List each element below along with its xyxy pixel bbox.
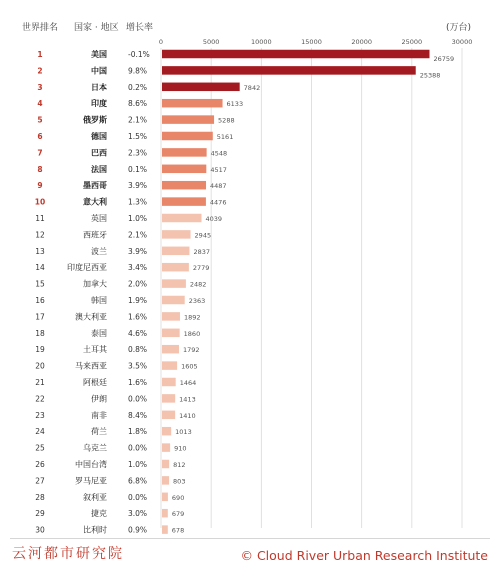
bar bbox=[162, 296, 185, 305]
growth-label: 0.0% bbox=[128, 394, 148, 404]
value-label: 7842 bbox=[243, 83, 261, 92]
value-label: 1892 bbox=[183, 313, 201, 322]
header-country: 国家 · 地区 bbox=[74, 23, 119, 33]
rank-label: 28 bbox=[35, 492, 45, 502]
growth-label: 3.4% bbox=[128, 263, 148, 273]
value-label: 4476 bbox=[209, 198, 227, 207]
bar bbox=[162, 476, 169, 485]
country-label: 中国 bbox=[91, 66, 107, 76]
country-label: 伊朗 bbox=[91, 394, 107, 404]
country-label: 俄罗斯 bbox=[83, 115, 107, 125]
value-label: 5288 bbox=[218, 116, 235, 125]
growth-label: 1.0% bbox=[128, 460, 148, 469]
bar bbox=[162, 165, 206, 174]
growth-label: 1.0% bbox=[128, 214, 148, 223]
bar bbox=[162, 509, 168, 518]
growth-label: 2.3% bbox=[128, 148, 148, 158]
value-label: 1410 bbox=[179, 411, 196, 420]
bar bbox=[162, 214, 202, 223]
rank-label: 19 bbox=[35, 345, 45, 355]
country-label: 墨西哥 bbox=[83, 181, 107, 191]
value-label: 2945 bbox=[194, 231, 212, 240]
rank-label: 29 bbox=[35, 509, 45, 519]
rank-label: 26 bbox=[35, 460, 45, 469]
bar bbox=[162, 66, 416, 75]
country-label: 罗马尼亚 bbox=[75, 476, 107, 486]
growth-label: 1.5% bbox=[128, 132, 148, 141]
value-label: 910 bbox=[174, 444, 187, 453]
bar bbox=[162, 378, 176, 387]
value-label: 2837 bbox=[193, 247, 211, 256]
rank-label: 23 bbox=[35, 410, 45, 420]
country-label: 马来西亚 bbox=[75, 361, 107, 371]
bar bbox=[162, 230, 191, 239]
rank-label: 4 bbox=[37, 99, 43, 109]
bar bbox=[162, 181, 206, 190]
x-tick-label: 30000 bbox=[451, 38, 473, 46]
x-tick-label: 15000 bbox=[301, 38, 322, 46]
growth-label: 1.9% bbox=[128, 296, 148, 305]
value-label: 4487 bbox=[210, 182, 227, 191]
rank-label: 13 bbox=[35, 246, 45, 256]
country-label: 西班牙 bbox=[83, 230, 107, 240]
bar bbox=[162, 132, 213, 141]
growth-label: 3.0% bbox=[128, 509, 148, 519]
bar bbox=[162, 361, 177, 370]
growth-label: 1.3% bbox=[128, 197, 148, 207]
value-label: 1792 bbox=[182, 346, 200, 355]
country-label: 捷克 bbox=[91, 509, 107, 519]
value-label: 1860 bbox=[183, 329, 201, 338]
country-label: 德国 bbox=[91, 132, 107, 141]
bar bbox=[162, 83, 240, 92]
country-label: 泰国 bbox=[91, 328, 107, 338]
value-label: 679 bbox=[171, 510, 185, 519]
rank-label: 12 bbox=[35, 230, 45, 240]
value-label: 1013 bbox=[175, 428, 192, 437]
growth-label: 2.0% bbox=[128, 279, 148, 289]
growth-label: 3.9% bbox=[128, 246, 148, 256]
growth-label: 0.0% bbox=[128, 492, 148, 502]
growth-label: 1.8% bbox=[128, 427, 148, 437]
header-unit: (万台) bbox=[446, 23, 472, 33]
growth-label: 2.1% bbox=[128, 115, 148, 125]
country-label: 叙利亚 bbox=[83, 492, 107, 502]
rank-label: 22 bbox=[35, 394, 45, 404]
rank-label: 27 bbox=[35, 476, 45, 486]
rank-label: 21 bbox=[35, 378, 45, 387]
country-label: 阿根廷 bbox=[83, 378, 107, 387]
rank-label: 24 bbox=[35, 427, 45, 437]
country-label: 法国 bbox=[91, 164, 107, 174]
rank-label: 6 bbox=[37, 132, 43, 141]
rank-label: 3 bbox=[37, 82, 43, 92]
growth-label: 0.0% bbox=[128, 443, 148, 453]
country-label: 韩国 bbox=[91, 296, 107, 305]
growth-label: 3.5% bbox=[128, 361, 148, 371]
rank-label: 8 bbox=[37, 164, 43, 174]
rank-label: 11 bbox=[35, 214, 45, 223]
growth-label: 0.8% bbox=[128, 345, 148, 355]
bar bbox=[162, 115, 214, 124]
value-label: 2482 bbox=[189, 280, 207, 289]
value-label: 812 bbox=[173, 461, 186, 469]
bar bbox=[162, 312, 180, 321]
value-label: 4039 bbox=[205, 215, 223, 223]
rank-label: 9 bbox=[37, 181, 43, 191]
value-label: 803 bbox=[173, 477, 186, 486]
growth-label: 8.6% bbox=[128, 99, 148, 109]
bar bbox=[162, 525, 168, 534]
country-label: 英国 bbox=[91, 214, 107, 223]
x-tick-label: 25000 bbox=[401, 38, 423, 46]
bar bbox=[162, 443, 170, 452]
value-label: 26759 bbox=[433, 55, 455, 63]
bar bbox=[162, 411, 175, 420]
footer-institute-name: 云河都市研究院 bbox=[12, 546, 124, 562]
rank-label: 10 bbox=[34, 197, 46, 207]
x-tick-label: 0 bbox=[158, 38, 164, 46]
bar bbox=[162, 148, 207, 157]
growth-label: 9.8% bbox=[128, 66, 148, 76]
growth-label: 6.8% bbox=[128, 476, 148, 486]
growth-label: 8.4% bbox=[128, 410, 148, 420]
country-label: 印度尼西亚 bbox=[67, 263, 107, 273]
value-label: 25388 bbox=[419, 71, 441, 80]
country-label: 中国台湾 bbox=[75, 460, 107, 469]
growth-label: 0.9% bbox=[128, 525, 148, 535]
rank-label: 7 bbox=[37, 148, 43, 158]
value-label: 1464 bbox=[179, 379, 197, 387]
value-label: 2363 bbox=[188, 297, 206, 305]
bar bbox=[162, 493, 168, 502]
bar bbox=[162, 99, 223, 108]
x-tick-label: 5000 bbox=[202, 38, 220, 46]
country-label: 意大利 bbox=[83, 197, 107, 207]
rank-label: 15 bbox=[35, 279, 45, 289]
value-label: 2779 bbox=[192, 264, 210, 273]
value-label: 690 bbox=[171, 493, 185, 502]
footer-divider bbox=[10, 538, 490, 539]
growth-label: 1.6% bbox=[128, 312, 148, 322]
header-rank: 世界排名 bbox=[22, 23, 59, 33]
rank-label: 2 bbox=[37, 66, 43, 76]
footer-copyright: © Cloud River Urban Research Institute bbox=[240, 548, 488, 563]
rank-label: 14 bbox=[35, 263, 45, 273]
country-label: 波兰 bbox=[91, 246, 107, 256]
rank-label: 1 bbox=[37, 50, 43, 59]
value-label: 4517 bbox=[210, 165, 227, 174]
growth-label: 2.1% bbox=[128, 230, 148, 240]
bar bbox=[162, 427, 171, 436]
bar bbox=[162, 394, 175, 403]
country-label: 印度 bbox=[91, 99, 107, 109]
bar bbox=[162, 279, 186, 288]
country-label: 土耳其 bbox=[83, 345, 107, 355]
rank-label: 25 bbox=[35, 443, 45, 453]
rank-label: 18 bbox=[35, 328, 45, 338]
country-label: 日本 bbox=[91, 82, 107, 92]
header-growth: 增长率 bbox=[126, 23, 154, 33]
growth-label: 0.2% bbox=[128, 82, 148, 92]
bar bbox=[162, 247, 189, 256]
x-tick-label: 20000 bbox=[351, 38, 373, 46]
value-label: 1605 bbox=[181, 362, 198, 371]
country-label: 荷兰 bbox=[91, 427, 107, 437]
country-label: 加拿大 bbox=[83, 279, 107, 289]
bar bbox=[162, 197, 206, 206]
country-label: 南非 bbox=[91, 410, 107, 420]
growth-label: 4.6% bbox=[128, 328, 148, 338]
country-label: 美国 bbox=[91, 50, 107, 59]
growth-label: 0.1% bbox=[128, 164, 148, 174]
country-label: 澳大利亚 bbox=[75, 312, 107, 322]
rank-label: 30 bbox=[35, 525, 45, 535]
value-label: 4548 bbox=[210, 149, 228, 158]
value-label: 6133 bbox=[226, 100, 244, 109]
bar bbox=[162, 460, 169, 469]
value-label: 678 bbox=[171, 526, 185, 535]
rank-label: 20 bbox=[35, 361, 45, 371]
x-tick-label: 10000 bbox=[250, 38, 272, 46]
rank-label: 16 bbox=[35, 296, 45, 305]
rank-label: 17 bbox=[35, 312, 45, 322]
country-label: 乌克兰 bbox=[83, 443, 107, 453]
bar bbox=[162, 50, 429, 59]
bar bbox=[162, 329, 180, 338]
growth-label: 1.6% bbox=[128, 378, 148, 387]
rank-label: 5 bbox=[37, 115, 43, 125]
value-label: 1413 bbox=[179, 395, 196, 404]
bar bbox=[162, 345, 179, 354]
growth-label: -0.1% bbox=[128, 50, 150, 59]
country-label: 比利时 bbox=[83, 525, 107, 535]
country-label: 巴西 bbox=[91, 148, 107, 158]
growth-label: 3.9% bbox=[128, 181, 148, 191]
bar bbox=[162, 263, 189, 272]
value-label: 5161 bbox=[216, 133, 234, 141]
